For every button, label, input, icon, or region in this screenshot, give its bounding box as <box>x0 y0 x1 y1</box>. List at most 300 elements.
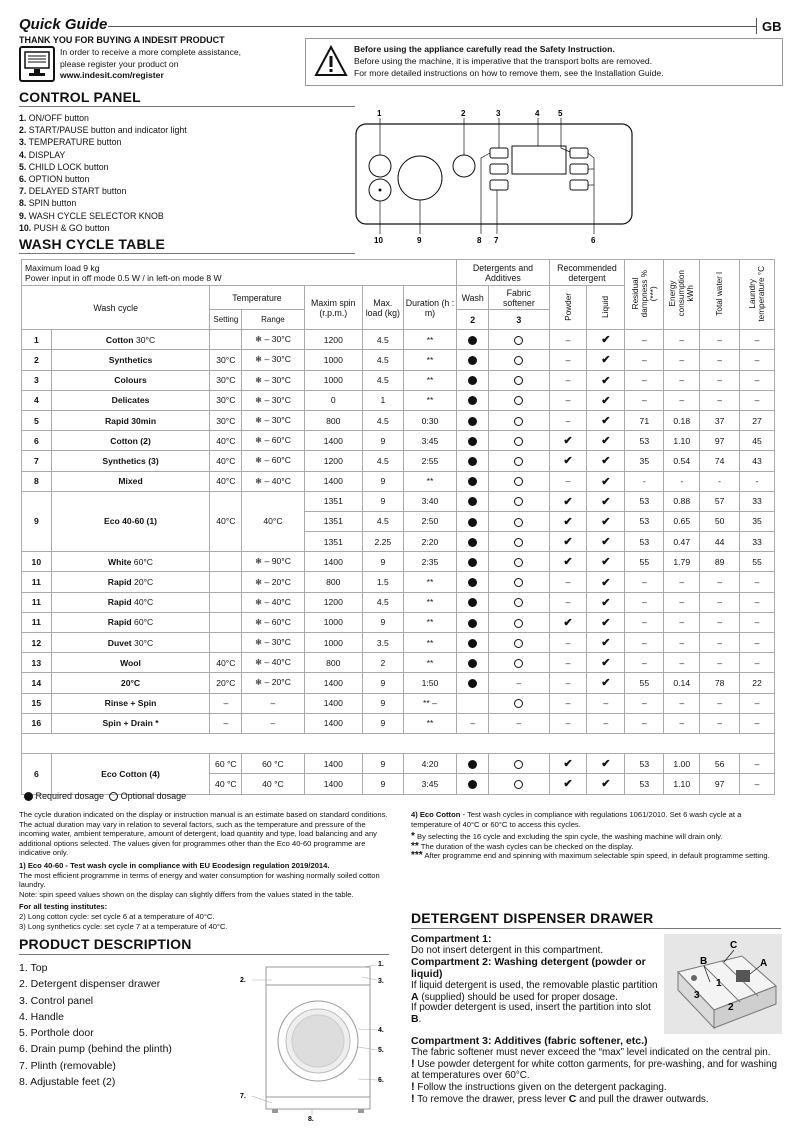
load-cell <box>363 370 404 390</box>
residual-header: Residual dampness % (***) <box>625 260 664 330</box>
cycle-number: 3 <box>22 370 52 390</box>
table-cell-text: – <box>679 657 685 668</box>
energy-cell <box>664 471 700 491</box>
table-cell-text: 800 <box>326 657 341 668</box>
liquid-cell <box>587 390 625 410</box>
table-cell-text: 53 <box>639 516 650 527</box>
list-item: 3. Control panel <box>19 994 94 1007</box>
table-cell-text: – <box>223 718 229 729</box>
table-cell-text: – <box>717 395 722 406</box>
optional-dosage-icon <box>514 356 523 365</box>
table-cell-text: – <box>754 617 760 628</box>
warning-line-3: For more detailed instructions on how to remove them, see the Installation Guide. <box>354 68 664 78</box>
table-cell-text: – <box>516 718 522 729</box>
table-cell-text: 53 <box>639 536 650 547</box>
table-cell-text: ❄ – 20°C <box>254 576 291 587</box>
required-dosage-icon <box>468 558 477 567</box>
warning-line-2: Before using the machine, it is imperative that the transport bolts are removed. <box>354 56 653 66</box>
wash-cell <box>457 754 489 774</box>
check-icon: ✔ <box>563 495 573 508</box>
laundry-temp-cell <box>740 350 775 370</box>
check-icon: ✔ <box>563 455 573 468</box>
table-cell-text: 1400 <box>323 758 343 769</box>
load-cell <box>363 754 404 774</box>
table-row <box>22 592 775 612</box>
required-dosage-icon <box>468 518 477 527</box>
powder-cell <box>549 673 587 693</box>
cycle-name: Spin + Drain * <box>51 713 210 733</box>
residual-cell <box>625 451 664 471</box>
required-dosage-icon <box>468 780 477 789</box>
table-cell-text: – <box>679 577 685 588</box>
table-cell-text: – <box>717 354 722 365</box>
setting-cell <box>210 410 242 430</box>
optional-dosage-icon <box>514 497 523 506</box>
table-cell-text: 53 <box>639 778 650 789</box>
table-cell-text: 53 <box>639 758 650 769</box>
diagram-label: 2 <box>461 109 466 118</box>
residual-cell <box>625 370 664 390</box>
required-dosage-icon <box>468 760 477 769</box>
liquid-cell <box>587 693 625 713</box>
table-cell-text: 9 <box>380 778 386 789</box>
residual-cell <box>625 471 664 491</box>
wash-cell <box>457 350 489 370</box>
wash-cell <box>457 370 489 390</box>
compartment-1-text: Do not insert detergent in this compartment. <box>411 944 604 956</box>
required-dosage-icon <box>468 477 477 486</box>
list-item: 4. Handle <box>19 1010 64 1023</box>
duration-header: Duration (h : m) <box>403 286 457 330</box>
table-cell-text: ❄ – 90°C <box>254 556 291 567</box>
check-icon: ✔ <box>601 415 611 428</box>
range-cell <box>242 633 304 653</box>
table-cell-text: 4.5 <box>376 334 389 345</box>
water-cell <box>700 693 740 713</box>
softener-cell <box>489 511 549 531</box>
check-icon: ✔ <box>563 536 573 549</box>
diagram-label: 10 <box>374 236 383 245</box>
water-cell <box>700 612 740 632</box>
required-dosage-icon <box>468 336 477 345</box>
load-cell <box>363 410 404 430</box>
duration-cell <box>403 774 457 794</box>
softener-cell <box>489 451 549 471</box>
range-cell <box>242 370 304 390</box>
table-cell-text: 1400 <box>323 778 343 789</box>
duration-cell <box>403 713 457 733</box>
softener-cell <box>489 713 549 733</box>
range-cell <box>242 693 304 713</box>
optional-dosage-icon <box>514 598 523 607</box>
compartment-1-title: Compartment 1: <box>411 933 492 945</box>
wash-cell <box>457 431 489 451</box>
range-cell <box>242 653 304 673</box>
compartment-2-title: Compartment 2: Washing detergent (powder or liquid) <box>411 955 646 980</box>
water-cell <box>700 754 740 774</box>
spin-cell <box>304 653 362 673</box>
required-dosage-icon <box>468 659 477 668</box>
setting-cell <box>210 673 242 693</box>
table-cell-text: 2.25 <box>374 536 392 547</box>
table-cell-text: 43 <box>752 455 762 466</box>
cycle-name: Cotton 30°C <box>51 330 210 350</box>
range-cell <box>242 431 304 451</box>
optional-dosage-icon <box>514 659 523 668</box>
table-row <box>22 491 775 511</box>
liquid-cell <box>587 532 625 552</box>
list-item: 2. Detergent dispenser drawer <box>19 978 161 991</box>
laundry-temp-cell <box>740 370 775 390</box>
spin-cell <box>304 572 362 592</box>
energy-cell <box>664 370 700 390</box>
load-header: Max. load (kg) <box>363 286 404 330</box>
softener-cell <box>489 774 549 794</box>
water-cell <box>700 390 740 410</box>
residual-cell <box>625 532 664 552</box>
softener-cell <box>489 572 549 592</box>
required-dosage-icon <box>468 538 477 547</box>
list-item: 1. ON/OFF button <box>19 113 89 123</box>
energy-cell <box>664 511 700 531</box>
table-cell-text: 55 <box>639 677 650 688</box>
table-cell-text: – <box>565 577 571 588</box>
notes-right <box>411 810 781 861</box>
diagram-label: 7. <box>240 1093 246 1100</box>
table-cell-text: – <box>565 354 571 365</box>
wash-cell <box>457 330 489 350</box>
check-icon: ✔ <box>601 576 611 589</box>
residual-cell <box>625 693 664 713</box>
laundry-temp-cell <box>740 451 775 471</box>
wash-cell <box>457 653 489 673</box>
duration-cell <box>403 693 457 713</box>
energy-cell <box>664 713 700 733</box>
laundry-temp-cell <box>740 511 775 531</box>
required-dosage-icon <box>468 417 477 426</box>
wash-cell <box>457 572 489 592</box>
load-cell <box>363 511 404 531</box>
table-cell-text: – <box>565 375 571 386</box>
liquid-cell <box>587 451 625 471</box>
table-cell-text: 78 <box>714 677 725 688</box>
liquid-cell <box>587 410 625 430</box>
list-item: 8. Adjustable feet (2) <box>19 1076 116 1089</box>
cycle-number: 12 <box>22 633 52 653</box>
table-cell-text: 40°C <box>216 657 236 668</box>
table-cell-text: – <box>641 354 647 365</box>
required-dosage-icon <box>468 679 477 688</box>
drawer-note-1: ! Use powder detergent for white cotton garments, for pre-washing, and for washing at temperatures over 60°C. <box>411 1057 777 1081</box>
table-row <box>22 572 775 592</box>
wash-cell <box>457 774 489 794</box>
table-cell-text: 4:20 <box>421 758 439 769</box>
residual-cell <box>625 390 664 410</box>
note-star-2: ** The duration of the wash cycles can be checked on the display. <box>411 840 634 852</box>
spin-cell <box>304 350 362 370</box>
table-cell-text: – <box>754 637 760 648</box>
water-cell <box>700 673 740 693</box>
cycle-number: 7 <box>22 451 52 471</box>
table-cell-text: 4.5 <box>376 354 389 365</box>
spin-cell <box>304 431 362 451</box>
note-star-3: *** After programme end and spinning with maximum selectable spin speed, in default programme setting. <box>411 850 770 862</box>
table-cell-text: – <box>565 476 571 487</box>
optional-dosage-icon <box>514 639 523 648</box>
header-rule <box>108 26 756 27</box>
table-cell-text: – <box>565 677 571 688</box>
table-cell-text: – <box>223 698 229 709</box>
table-cell-text: 55 <box>752 556 762 567</box>
table-cell-text: 4.5 <box>376 455 389 466</box>
safety-warning-box <box>305 38 783 86</box>
load-cell <box>363 673 404 693</box>
spin-cell <box>304 451 362 471</box>
softener-cell <box>489 532 549 552</box>
table-cell-text: – <box>679 637 685 648</box>
compartment-3-text: The fabric softener must never exceed the “max” level indicated on the central pin. <box>411 1046 771 1058</box>
check-icon: ✔ <box>601 677 611 690</box>
laundry-temp-cell <box>740 491 775 511</box>
softener-cell <box>489 653 549 673</box>
table-cell-text: – <box>565 597 571 608</box>
table-cell-text: – <box>641 597 647 608</box>
range-cell <box>242 754 304 774</box>
check-icon: ✔ <box>601 616 611 629</box>
monitor-icon <box>19 46 55 82</box>
setting-cell <box>210 774 242 794</box>
drawer-note-2: ! Follow the instructions given on the detergent packaging. <box>411 1080 667 1093</box>
duration-cell <box>403 511 457 531</box>
diagram-label: 1 <box>377 109 382 118</box>
drawer-diagram <box>664 934 782 1034</box>
diagram-label: 8 <box>477 236 482 245</box>
list-item: 8. SPIN button <box>19 198 77 209</box>
table-cell-text: – <box>679 375 685 386</box>
cycle-name: 20°C <box>51 673 210 693</box>
table-cell-text: – <box>565 718 571 729</box>
check-icon: ✔ <box>601 475 611 488</box>
drawer-rule <box>411 928 781 929</box>
check-icon: ✔ <box>601 536 611 549</box>
powder-cell <box>549 410 587 430</box>
duration-cell <box>403 390 457 410</box>
table-cell-text: – <box>679 354 685 365</box>
diagram-label: 8. <box>308 1116 314 1123</box>
table-cell-text: – <box>754 354 760 365</box>
header-divider <box>756 18 757 34</box>
table-cell-text: – <box>641 637 647 648</box>
spin-cell <box>304 754 362 774</box>
note-synthetics: 3) Long synthetics cycle: set cycle 7 at a temperature of 40°C. <box>19 921 228 931</box>
diagram-label: 6. <box>378 1077 384 1084</box>
range-cell <box>242 673 304 693</box>
load-cell <box>363 532 404 552</box>
table-cell-text: ** <box>426 577 434 588</box>
table-cell-text: 3:45 <box>421 778 439 789</box>
powder-cell <box>549 592 587 612</box>
laundry-temp-cell <box>740 673 775 693</box>
table-cell-text: – <box>641 375 647 386</box>
table-cell-text: ❄ – 30°C <box>254 374 291 385</box>
diagram-label: 1 <box>716 978 722 989</box>
duration-cell <box>403 532 457 552</box>
table-cell-text: – <box>270 718 276 729</box>
table-cell-text: 1351 <box>323 536 343 547</box>
duration-cell <box>403 350 457 370</box>
register-url[interactable]: www.indesit.com/register <box>60 70 164 80</box>
softener-cell <box>489 693 549 713</box>
duration-cell <box>403 431 457 451</box>
residual-cell <box>625 612 664 632</box>
check-icon: ✔ <box>601 435 611 448</box>
table-cell-text: 1400 <box>323 677 343 688</box>
spin-cell <box>304 370 362 390</box>
table-cell-text: 57 <box>714 496 725 507</box>
table-cell-text: 9 <box>380 476 386 487</box>
duration-cell <box>403 612 457 632</box>
load-cell <box>363 633 404 653</box>
water-cell <box>700 592 740 612</box>
table-info: Maximum load 9 kg Power input in off mode 0.5 W / in left-on mode 8 W <box>22 260 457 286</box>
check-icon: ✔ <box>601 778 611 791</box>
softener-cell <box>489 471 549 491</box>
spin-cell <box>304 693 362 713</box>
energy-cell <box>664 592 700 612</box>
check-icon: ✔ <box>601 334 611 347</box>
table-row <box>22 653 775 673</box>
cycle-number: 11 <box>22 612 52 632</box>
optional-dosage-icon <box>109 792 118 801</box>
note-spin: Note: spin speed values shown on the display can slightly differs from the values stated in the table. <box>19 889 354 899</box>
table-cell-text: 1351 <box>323 496 343 507</box>
diagram-label: 9 <box>417 236 422 245</box>
powder-cell <box>549 471 587 491</box>
cycle-name: Synthetics <box>51 350 210 370</box>
range-cell <box>242 612 304 632</box>
cycle-name: Synthetics (3) <box>51 451 210 471</box>
cycle-number: 9 <box>22 491 52 552</box>
table-cell-text: 20°C <box>216 677 236 688</box>
table-cell-text: - <box>642 476 646 487</box>
cycle-number: 11 <box>22 572 52 592</box>
diagram-label: 3. <box>378 978 384 985</box>
check-icon: ✔ <box>601 455 611 468</box>
laundry-temp-cell <box>740 410 775 430</box>
table-cell-text: ** <box>426 395 434 406</box>
table-cell-text: 1400 <box>323 435 343 446</box>
required-dosage-icon <box>468 356 477 365</box>
diagram-label: 7 <box>494 236 499 245</box>
wash-cell <box>457 491 489 511</box>
table-row <box>22 633 775 653</box>
wash-cell <box>457 410 489 430</box>
list-item: 5. Porthole door <box>19 1027 94 1040</box>
table-cell-text: 30°C <box>216 415 236 426</box>
table-cell-text: 89 <box>714 556 725 567</box>
energy-cell <box>664 673 700 693</box>
note-star-1: * By selecting the 16 cycle and excluding the spin cycle, the washing machine will drain only. <box>411 831 723 843</box>
table-row <box>22 673 775 693</box>
softener-cell <box>489 612 549 632</box>
product-list <box>19 960 172 1090</box>
powder-cell <box>549 653 587 673</box>
list-item: 3. TEMPERATURE button <box>19 137 122 148</box>
residual-cell <box>625 774 664 794</box>
table-cell-text: - <box>680 476 684 487</box>
product-heading: PRODUCT DESCRIPTION <box>19 936 192 952</box>
table-cell-text: 2:35 <box>421 556 439 567</box>
energy-cell <box>664 350 700 370</box>
duration-cell <box>403 592 457 612</box>
table-cell-text: 2:55 <box>421 455 439 466</box>
setting-cell <box>210 572 242 592</box>
setting-cell <box>210 592 242 612</box>
table-cell-text: 1 <box>380 395 386 406</box>
dosage-legend <box>24 791 186 801</box>
table-cell-text: ** <box>426 334 434 345</box>
table-cell-text: 74 <box>714 455 725 466</box>
energy-cell <box>664 451 700 471</box>
table-cell-text: 4.5 <box>376 375 389 386</box>
wash-compartment-number: 2 <box>457 310 489 330</box>
energy-cell <box>664 633 700 653</box>
energy-cell <box>664 330 700 350</box>
table-cell-text: 1.00 <box>673 758 691 769</box>
table-row <box>22 431 775 451</box>
setting-cell <box>210 713 242 733</box>
setting-cell <box>210 431 242 451</box>
list-item: 6. OPTION button <box>19 174 90 185</box>
compartment-2-liquid: If liquid detergent is used, the removable plastic partition A (supplied) should be used for proper dosage. <box>411 979 658 1003</box>
table-cell-text: – <box>641 718 647 729</box>
table-cell-text: 800 <box>326 577 341 588</box>
softener-cell <box>489 390 549 410</box>
cycle-name: Rapid 20°C <box>51 572 210 592</box>
table-cell-text: 2 <box>380 657 386 668</box>
table-cell-text: 3:40 <box>421 496 439 507</box>
control-panel-heading: CONTROL PANEL <box>19 89 141 105</box>
range-cell <box>242 713 304 733</box>
spin-header: Maxim spin (r.p.m.) <box>304 286 362 330</box>
table-cell-text: – <box>754 395 760 406</box>
optional-dosage-icon <box>514 518 523 527</box>
cycle-name: Rinse + Spin <box>51 693 210 713</box>
list-item: 2. START/PAUSE button and indicator light <box>19 125 187 136</box>
wash-cell <box>457 552 489 572</box>
spin-cell <box>304 532 362 552</box>
table-cell-text: – <box>754 778 760 789</box>
load-cell <box>363 471 404 491</box>
table-cell-text: 1.10 <box>673 778 691 789</box>
table-cell-text: ❄ – 40°C <box>254 596 291 607</box>
setting-cell <box>210 370 242 390</box>
setting-cell <box>210 693 242 713</box>
wash-cycle-header: Wash cycle <box>22 286 210 330</box>
powder-cell <box>549 511 587 531</box>
table-cell-text: 1400 <box>323 698 343 709</box>
load-cell <box>363 350 404 370</box>
water-cell <box>700 653 740 673</box>
duration-cell <box>403 370 457 390</box>
table-cell-text: 37 <box>714 415 725 426</box>
table-cell-text: 40°C <box>216 476 236 487</box>
table-cell-text: – <box>754 657 760 668</box>
table-cell-text: 55 <box>639 556 650 567</box>
check-icon: ✔ <box>601 657 611 670</box>
energy-header: Energy consumption kWh <box>664 260 700 330</box>
load-cell <box>363 552 404 572</box>
